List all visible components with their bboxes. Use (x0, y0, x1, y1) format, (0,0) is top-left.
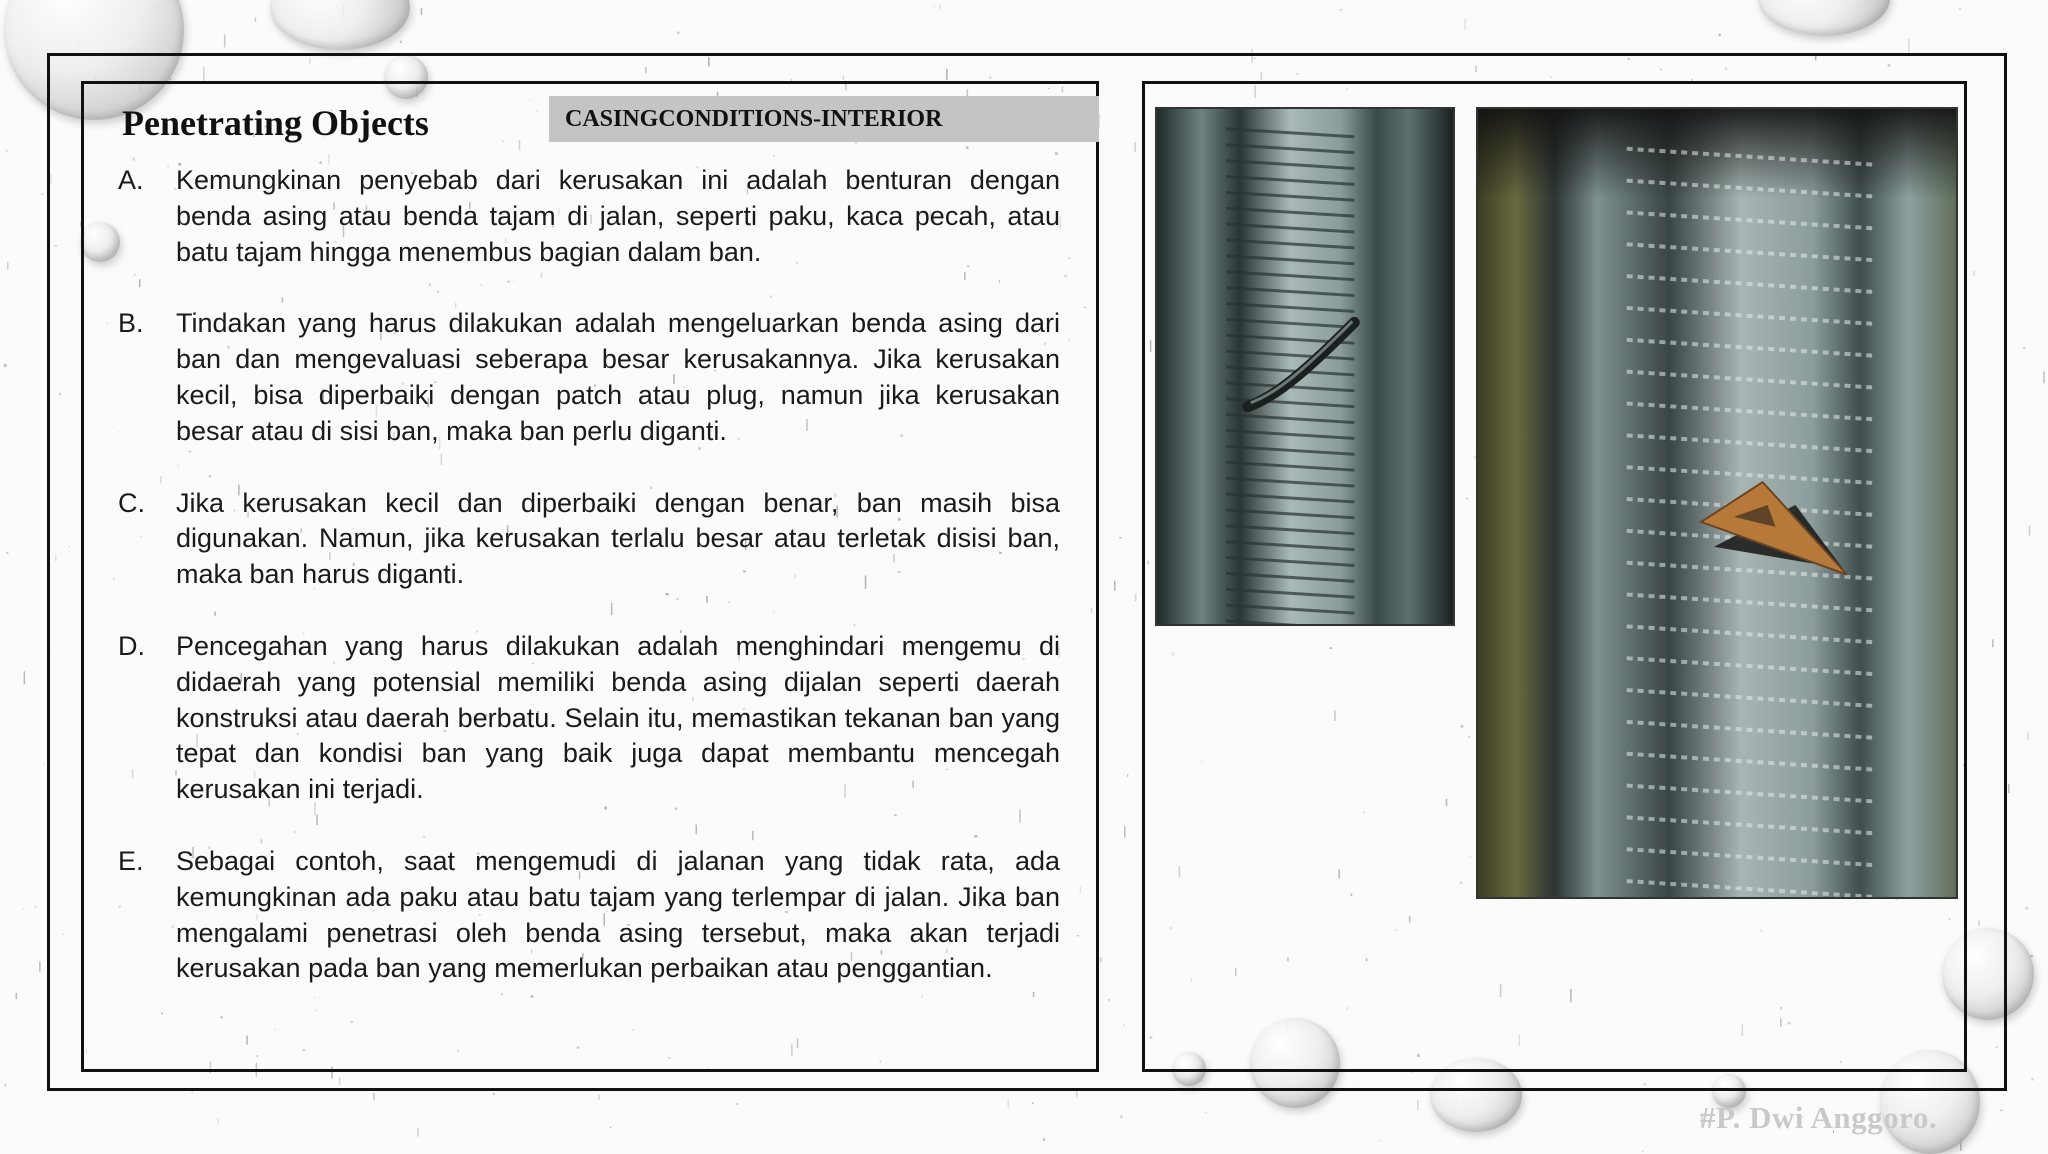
list-item (118, 163, 1060, 270)
point-list (118, 163, 1060, 1023)
water-droplet (1758, 0, 1890, 36)
section-tag: CASINGCONDITIONS-INTERIOR (549, 96, 1099, 142)
list-item-text: Pencegahan yang harus dilakukan adalah menghindari mengemu di didaerah yang potensial memiliki benda asing dijalan seperti daerah konstruksi atau daerah berbatu. Selain itu, memastikan tekanan ban yang tepat dan kondisi ban yang baik juga dapat membantu mencegah kerusakan ini terjadi. (176, 630, 1060, 805)
list-item-letter: B. (118, 308, 144, 339)
list-item-text: Jika kerusakan kecil dan diperbaiki dengan benar, ban masih bisa digunakan. Namun, jika kerusakan terlalu besar atau terletak disisi ban, maka ban harus diganti. (176, 487, 1060, 590)
water-droplet (270, 0, 410, 50)
list-item (118, 629, 1060, 808)
list-item-text: Tindakan yang harus dilakukan adalah mengeluarkan benda asing dari ban dan mengevaluasi seberapa besar kerusakannya. Jika kerusakan kecil, bisa diperbaiki dengan patch atau plug, namun jika kerusakan besar atau di sisi ban, maka ban perlu diganti. (176, 308, 1060, 446)
list-item (118, 844, 1060, 987)
list-item-letter: C. (118, 487, 145, 518)
list-item-letter: E. (118, 845, 144, 876)
slide-title: Penetrating Objects (122, 103, 429, 143)
list-item-letter: D. (118, 630, 145, 661)
watermark: #P. Dwi Anggoro. (1700, 1100, 1938, 1135)
list-item-text: Sebagai contoh, saat mengemudi di jalanan yang tidak rata, ada kemungkinan ada paku atau batu tajam yang terlempar di jalan. Jika ban mengalami penetrasi oleh benda asing tersebut, maka akan terjadi kerusakan pada ban yang memerlukan perbaikan atau penggantian. (176, 845, 1060, 984)
tire-nail-photo (1155, 107, 1455, 626)
list-item (118, 306, 1060, 449)
list-item-letter: A. (118, 165, 144, 195)
list-item (118, 486, 1060, 593)
tire-stone-photo (1476, 107, 1958, 899)
list-item-text: Kemungkinan penyebab dari kerusakan ini adalah benturan dengan benda asing atau benda tajam di jalan, seperti paku, kaca pecah, atau batu tajam hingga menembus bagian dalam ban. (176, 165, 1060, 267)
